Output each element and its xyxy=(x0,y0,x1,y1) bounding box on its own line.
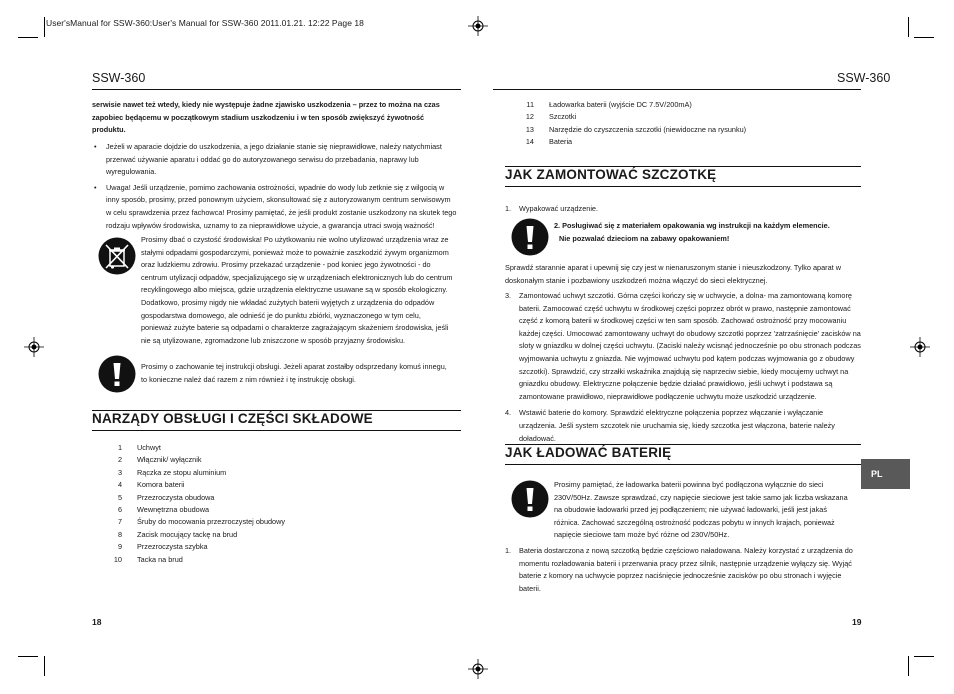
section-rule xyxy=(505,186,861,187)
crop-mark xyxy=(44,17,45,37)
list-item: 4. Wstawić baterie do komory. Sprawdzić elektryczne połączenia poprzez włączanie i wyłączanie urządzenia. Jeśli system szczotek nie uruchamia się, kiedy szczotka jest włączona, baterie należy doładować. xyxy=(505,408,835,443)
list-item: 5 Przezroczysta obudowa xyxy=(117,492,215,502)
crop-mark xyxy=(908,656,909,676)
registration-mark xyxy=(468,16,488,36)
crop-mark xyxy=(908,17,909,37)
mount-steps xyxy=(505,290,861,445)
intro-paragraph: serwisie nawet też wtedy, kiedy nie występuje żadne zjawisko uszkodzenia – przez to można na czas zapobiec będącemu w początkowym stadium uszkodzeniu i w ten sposób zwiększyć żywotność produktu. xyxy=(92,100,440,135)
list-item: 9 Przezroczysta szybka xyxy=(117,542,208,552)
list-item: 1 Uchwyt xyxy=(117,443,161,452)
crop-mark xyxy=(914,37,934,38)
list-item: 2 Włącznik/ wyłącznik xyxy=(117,455,202,465)
registration-mark xyxy=(910,337,930,357)
list-item: 13 Narzędzie do czyszczenia szczotki (niewidoczne na rysunku) xyxy=(525,124,747,134)
parts-heading: NARZĄDY OBSŁUGI I CZĘŚCI SKŁADOWE xyxy=(92,411,373,426)
header-rule-left xyxy=(92,89,461,90)
keep-manual-paragraph: Prosimy o zachowanie tej instrukcji obsługi. Jeżeli aparat zostałby odsprzedany komuś innegu, to konieczne należ dać razem z nim również i tę instrukcję obsługi. xyxy=(141,362,447,384)
list-item: 8 Zacisk mocujący tackę na brud xyxy=(117,529,238,539)
list-item: 3. Zamontować uchwyt szczotki. Górna części kończy się w uchwycie, a dolna- ma zamontowaną komorę baterii. Zamocować część uchwytu w środkowej części poprzez obrót w prawo, następnie zamontować część z komorą baterii w środkowej części w ten sam sposób. Zachować ostrożność przy mocowaniu każdej części. Umocować zamontowany uchwyt do obudowy szczotki poprzez 'zatrzaśnięcie' zacisków na sloty w gniazdku w dolnej części uchwytu. (Zaciski należy wcisnąć jednocześnie po obu stronach podczas wyjmowania uchwytu z gniazda. Nie wyjmować uchwytu pod kątem podczas wyjmowania go z obudowy szczotki). Sprawdzić, czy strzałki wskaźnika znajdują się naprzeciw siebie, kiedy mocujemy uchwyt na gniazdku obudowy. Elektryczne połączenie będzie działać prawidłowo, jeśli uchwyt i podstawa są zamontowane prawidłowo, nieprawidłowe podłączenie uchwytu może uszkodzić urządzenie. xyxy=(505,291,861,401)
packaging-warning: 2. Posługiwać się z materiałem opakowania wg instrukcji na każdym elemencie. Nie pozwalać dzieciom na zabawy opakowaniem! xyxy=(554,221,830,243)
page-number-left: 18 xyxy=(92,617,102,627)
list-item: 6 Wewnętrzna obudowa xyxy=(117,505,210,515)
section-rule xyxy=(505,464,861,465)
list-item: 14 Bateria xyxy=(525,137,573,147)
registration-mark xyxy=(468,659,488,679)
list-item: 11 Ładowarka baterii (wyjście DC 7.5V/200mA) xyxy=(526,100,692,109)
language-tab: PL xyxy=(861,459,910,489)
parts-list xyxy=(108,442,285,566)
list-item: 10 Tacka na brud xyxy=(113,554,183,564)
model-header-right: SSW-360 xyxy=(837,71,891,85)
charge-steps xyxy=(505,545,861,595)
list-item: 12 Szczotki xyxy=(525,112,577,122)
exclamation-warning-icon xyxy=(98,355,136,393)
registration-mark xyxy=(24,337,44,357)
mount-heading: JAK ZAMONTOWAĆ SZCZOTKĘ xyxy=(505,167,717,182)
bullet-item: • Jeżeli w aparacie dojdzie do uszkodzenia, a jego działanie stanie się nieprawidłowe, należy natychmiast przerwać używanie aparatu i oddać go do autoryzowanego serwisu do przebadania, naprawy lub wyregulowania. xyxy=(92,141,457,179)
header-rule-right xyxy=(493,89,861,90)
print-slug: User'sManual for SSW-360:User's Manual for SSW-360 2011.01.21. 12:22 Page 18 xyxy=(46,18,364,28)
list-item: 7 Śruby do mocowania przezroczystej obudowy xyxy=(117,517,286,527)
crop-mark xyxy=(18,37,38,38)
list-item: 1. Bateria dostarczona z nową szczotką będzie częściowo naładowana. Należy korzystać z urządzenia do momentu rozładowania baterii i przerwania pracy przez silnik, następnie urządzenie wyłączy się. Wyjąć baterie z komory na uchwycie poprzez naciśnięcie jednocześnie zacisków po obu stronach i wyjęcie baterii. xyxy=(505,546,853,593)
parts-list-continued xyxy=(520,99,746,149)
bullet-item: • Uwaga! Jeśli urządzenie, pomimo zachowania ostrożności, wpadnie do wody lub zetknie się z wilgocią w inny sposób, prosimy, przed ponownym użyciem, skonsultować się z autoryzowanym centrum serwisowym w celu sprawdzenia przez fachowca! Prosimy pamiętać, że jeśli produkt zostanie uszkodzony na skutek tego rodzaju wpływów środowiska, uznamy to za nieprawidłowe użycie, a gwarancja utraci swoją ważność! xyxy=(92,182,457,232)
charger-voltage-warning: Prosimy pamiętać, że ładowarka baterii powinna być podłączona wyłącznie do sieci 230V/50Hz. Zawsze sprawdzać, czy napięcie sieciowe jest takie samo jak liczba wskazana na obudowie ładowarki przed jej podłączeniem; nie używać ładowarki, jeśli jest jakaś różnica. Zachować szczególną ostrożność podczas pobytu w innych krajach, ponieważ napięcie sieciowe tam może być różne od 230V/50Hz. xyxy=(554,480,848,540)
crop-mark xyxy=(914,656,934,657)
warning-bullets xyxy=(92,141,457,232)
section-rule xyxy=(92,430,461,431)
environment-paragraph: Prosimy dbać o czystość środowiska! Po użytkowaniu nie wolno utylizować urządzenia wraz ze stałymi odpadami gospodarczymi, ponieważ może to poważnie zaszkodzić żywym organizmom oraz ludzkiemu zdrowiu. Prosimy przekazać urządzenie - pod koniec jego żywotności - do centrum utylizacji odpadów, specjalizującego się w urządzeniach elektronicznych lub do centrum recyklingowego albo miejsca, gdzie urządzenia elektryczne usuwane są w sposób ekologiczny. Dodatkowo, prosimy nigdy nie wkładać zużytych baterii wyjętych z urządzenia do odpadów gospodarstwa domowego, ale odnieść je do punktu zbiórki, wyznaczonego w tym celu, ponieważ zużyte baterie są odpadami o charakterze zagrażającym skażeniem środowiska, jeśli nie są utylizowane, zgromadzone lub zniszczone w sposób przyjazny środowisku. xyxy=(141,235,453,345)
crop-mark xyxy=(44,656,45,676)
page-number-right: 19 xyxy=(852,617,862,627)
model-header-left: SSW-360 xyxy=(92,71,146,85)
crop-mark xyxy=(18,656,38,657)
check-paragraph: Sprawdź starannie aparat i upewnij się czy jest w nienaruszonym stanie i nieuszkodzony. Tylko aparat w doskonałym stanie i pozbawiony uszkodzeń można włączyć do sieci elektrycznej. xyxy=(505,263,841,285)
mount-step-1: 1. Wypakować urządzenie. xyxy=(505,204,599,213)
exclamation-warning-icon xyxy=(511,218,549,256)
weee-bin-icon xyxy=(98,237,136,275)
charge-heading: JAK ŁADOWAĆ BATERIĘ xyxy=(505,445,672,460)
list-item: 4 Komora baterii xyxy=(117,480,185,490)
list-item: 3 Rączka ze stopu aluminium xyxy=(117,467,227,477)
exclamation-warning-icon xyxy=(511,480,549,518)
